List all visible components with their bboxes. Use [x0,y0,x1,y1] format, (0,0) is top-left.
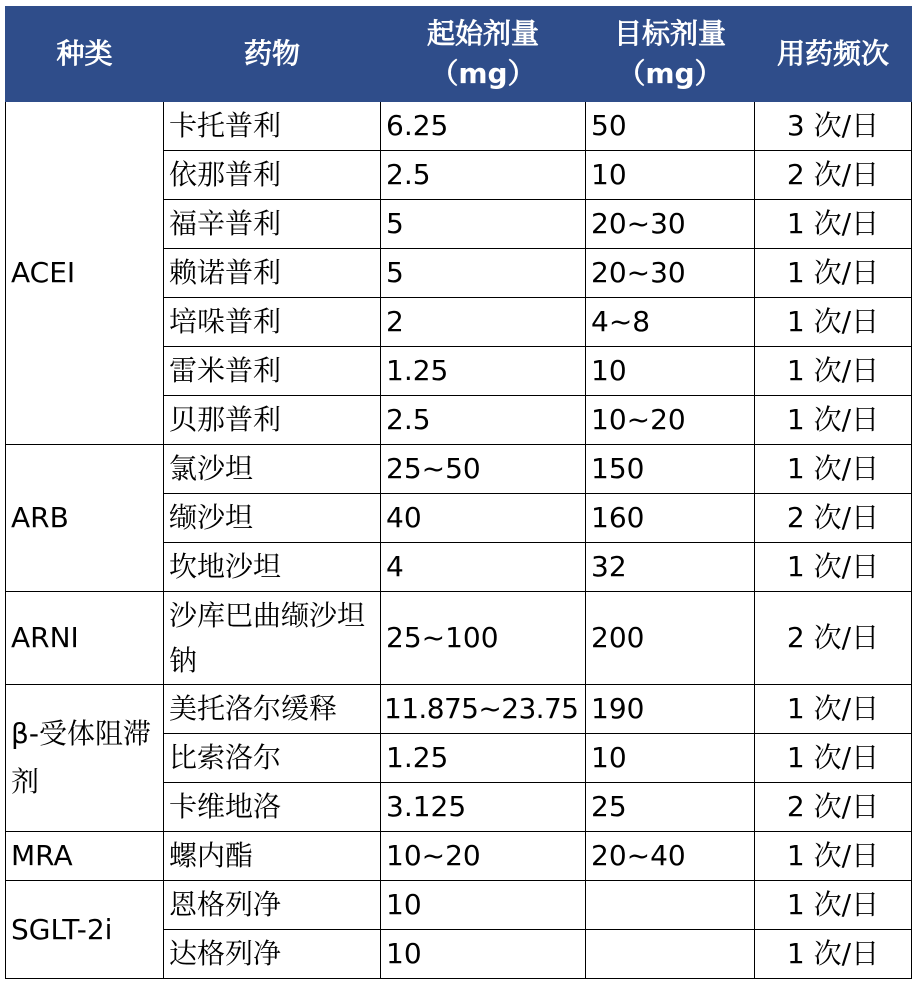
start-dose-cell: 5 [381,200,586,249]
target-dose-cell: 20~30 [586,249,755,298]
category-cell: MRA [6,832,164,881]
drug-cell: 雷米普利 [164,347,381,396]
frequency-cell: 2 次/日 [755,592,912,685]
drug-cell: 比索洛尔 [164,734,381,783]
start-dose-cell: 25~100 [381,592,586,685]
frequency-cell: 2 次/日 [755,783,912,832]
header-row [6,7,912,102]
target-dose-cell: 160 [586,494,755,543]
table-row [6,685,912,734]
start-dose-cell: 4 [381,543,586,592]
frequency-cell: 2 次/日 [755,494,912,543]
target-dose-cell: 4~8 [586,298,755,347]
header-target-dose: 目标剂量 （mg） [586,7,755,102]
header-category: 种类 [6,7,164,102]
start-dose-cell: 40 [381,494,586,543]
drug-dosage-table [5,6,912,979]
frequency-cell: 3 次/日 [755,102,912,151]
target-dose-cell: 10 [586,151,755,200]
table-row [6,102,912,151]
frequency-cell: 1 次/日 [755,249,912,298]
drug-cell: 沙库巴曲缬沙坦钠 [164,592,381,685]
start-dose-cell: 6.25 [381,102,586,151]
start-dose-cell: 5 [381,249,586,298]
table-row [6,881,912,930]
drug-cell: 福辛普利 [164,200,381,249]
target-dose-cell: 10 [586,734,755,783]
start-dose-cell: 2.5 [381,151,586,200]
start-dose-cell: 1.25 [381,734,586,783]
drug-cell: 卡维地洛 [164,783,381,832]
category-cell: ACEI [6,102,164,445]
header-frequency: 用药频次 [755,7,912,102]
category-cell: ARB [6,445,164,592]
target-dose-cell: 150 [586,445,755,494]
target-dose-cell [586,930,755,979]
target-dose-cell: 50 [586,102,755,151]
frequency-cell: 1 次/日 [755,685,912,734]
drug-cell: 培哚普利 [164,298,381,347]
target-dose-cell: 20~40 [586,832,755,881]
target-dose-cell: 190 [586,685,755,734]
drug-cell: 缬沙坦 [164,494,381,543]
target-dose-cell [586,881,755,930]
start-dose-cell: 2 [381,298,586,347]
frequency-cell: 1 次/日 [755,832,912,881]
target-dose-cell: 10~20 [586,396,755,445]
drug-cell: 依那普利 [164,151,381,200]
target-dose-cell: 200 [586,592,755,685]
frequency-cell: 1 次/日 [755,347,912,396]
drug-cell: 坎地沙坦 [164,543,381,592]
frequency-cell: 1 次/日 [755,445,912,494]
frequency-cell: 1 次/日 [755,734,912,783]
category-cell: β-受体阻滞剂 [6,685,164,832]
frequency-cell: 1 次/日 [755,200,912,249]
target-dose-cell: 20~30 [586,200,755,249]
drug-cell: 螺内酯 [164,832,381,881]
drug-cell: 卡托普利 [164,102,381,151]
header-start-dose: 起始剂量 （mg） [381,7,586,102]
drug-cell: 恩格列净 [164,881,381,930]
start-dose-cell: 1.25 [381,347,586,396]
start-dose-cell: 10 [381,930,586,979]
frequency-cell: 1 次/日 [755,543,912,592]
frequency-cell: 2 次/日 [755,151,912,200]
frequency-cell: 1 次/日 [755,298,912,347]
category-cell: SGLT-2i [6,881,164,979]
table-row [6,592,912,685]
header-drug: 药物 [164,7,381,102]
start-dose-cell: 10 [381,881,586,930]
frequency-cell: 1 次/日 [755,396,912,445]
drug-cell: 贝那普利 [164,396,381,445]
target-dose-cell: 32 [586,543,755,592]
category-cell: ARNI [6,592,164,685]
start-dose-cell: 3.125 [381,783,586,832]
frequency-cell: 1 次/日 [755,930,912,979]
table-row [6,445,912,494]
frequency-cell: 1 次/日 [755,881,912,930]
drug-cell: 氯沙坦 [164,445,381,494]
target-dose-cell: 25 [586,783,755,832]
start-dose-cell: 10~20 [381,832,586,881]
start-dose-cell: 2.5 [381,396,586,445]
drug-cell: 赖诺普利 [164,249,381,298]
drug-cell: 达格列净 [164,930,381,979]
table-row [6,832,912,881]
drug-cell: 美托洛尔缓释 [164,685,381,734]
start-dose-cell: 25~50 [381,445,586,494]
target-dose-cell: 10 [586,347,755,396]
start-dose-cell: 11.875~23.75 [381,685,586,734]
